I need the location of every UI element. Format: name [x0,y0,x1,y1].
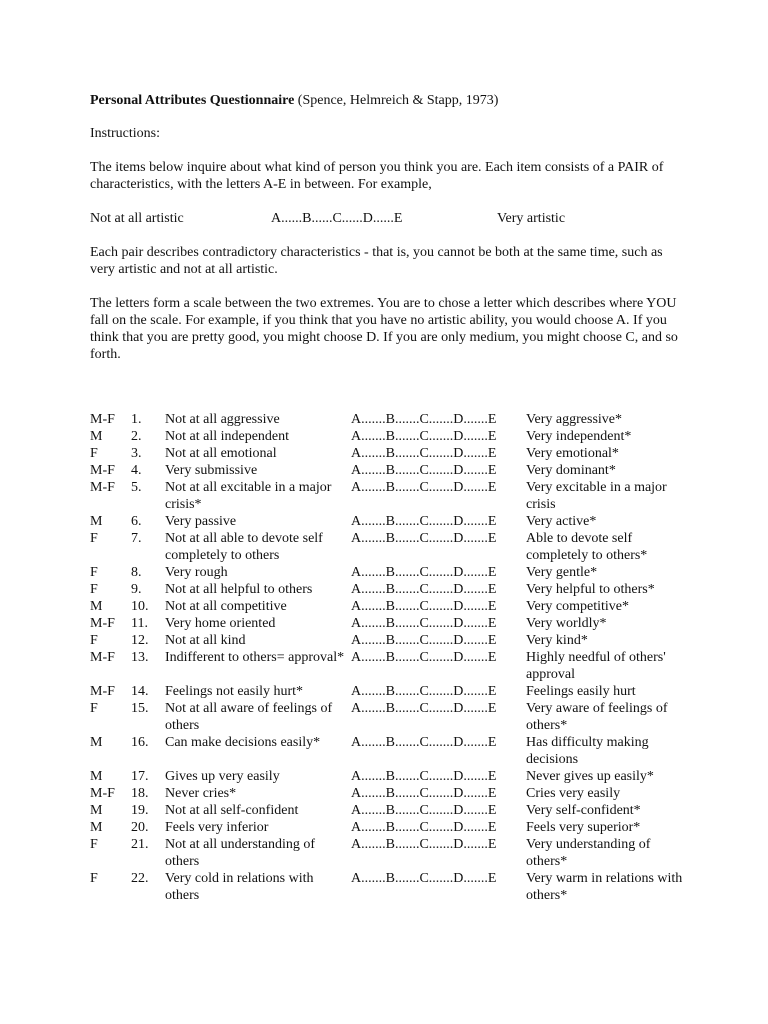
table-row [90,649,690,683]
table-row [90,683,690,700]
item-left-pole: Never cries* [165,786,237,801]
example-left: Not at all artistic [90,211,184,226]
item-sex: M-F [90,650,115,665]
item-number: 5. [131,480,142,495]
document-title [90,92,690,109]
item-left-pole: Feels very inferior [165,820,269,835]
item-right-pole: Very warm in relations with others* [526,871,683,903]
item-right-pole: Very emotional* [526,446,619,461]
example-letters: A......B......C......D......E [271,211,403,226]
item-sex: M [90,820,103,835]
item-sex: M-F [90,616,115,631]
table-row [90,870,690,904]
item-sex: M [90,769,103,784]
item-sex: M-F [90,786,115,801]
item-left-pole: Not at all self-confident [165,803,299,818]
item-number: 12. [131,633,149,648]
item-sex: F [90,837,98,852]
item-right-pole: Very helpful to others* [526,582,655,597]
item-scale[interactable]: A.......B.......C.......D.......E [351,803,497,818]
item-right-pole: Cries very easily [526,786,621,801]
instructions-paragraph-1: The items below inquire about what kind of person you think you are. Each item consists of a PAIR of characteristics, with the letters A-E in between. For example, [90,160,664,192]
instructions-paragraph-3: The letters form a scale between the two extremes. You are to chose a letter which describes where YOU fall on the scale. For example, if you think that you have no artistic ability, you would choose A. If you think that you are pretty good, you might choose D. If you are only medium, you might choose C, and so forth. [90,296,678,362]
item-number: 22. [131,871,149,886]
item-scale[interactable]: A.......B.......C.......D.......E [351,786,497,801]
item-left-pole: Not at all emotional [165,446,277,461]
item-left-pole: Not at all excitable in a major crisis* [165,480,332,512]
item-scale[interactable]: A.......B.......C.......D.......E [351,820,497,835]
item-left-pole: Can make decisions easily* [165,735,321,750]
item-scale[interactable]: A.......B.......C.......D.......E [351,701,497,716]
item-sex: F [90,871,98,886]
item-sex: F [90,531,98,546]
table-row [90,819,690,836]
item-sex: F [90,701,98,716]
example-right: Very artistic [497,211,566,226]
item-sex: F [90,582,98,597]
item-scale[interactable]: A.......B.......C.......D.......E [351,463,497,478]
item-scale[interactable]: A.......B.......C.......D.......E [351,531,497,546]
item-right-pole: Feelings easily hurt [526,684,636,699]
item-right-pole: Very independent* [526,429,632,444]
item-scale[interactable]: A.......B.......C.......D.......E [351,650,497,665]
item-number: 16. [131,735,149,750]
item-left-pole: Not at all independent [165,429,290,444]
table-row [90,836,690,870]
item-left-pole: Very cold in relations with others [165,871,314,903]
table-row [90,479,690,513]
item-left-pole: Not at all competitive [165,599,287,614]
table-row [90,615,690,632]
item-scale[interactable]: A.......B.......C.......D.......E [351,599,497,614]
item-number: 3. [131,446,142,461]
item-left-pole: Very rough [165,565,228,580]
item-right-pole: Very understanding of others* [526,837,651,869]
item-scale[interactable]: A.......B.......C.......D.......E [351,616,497,631]
example-scale [90,210,690,227]
citation: (Spence, Helmreich & Stapp, 1973) [294,93,499,108]
item-number: 6. [131,514,142,529]
item-scale[interactable]: A.......B.......C.......D.......E [351,871,497,886]
item-number: 2. [131,429,142,444]
item-scale[interactable]: A.......B.......C.......D.......E [351,633,497,648]
item-sex: M [90,514,103,529]
item-sex: M [90,735,103,750]
item-right-pole: Very excitable in a major crisis [526,480,667,512]
item-sex: M [90,429,103,444]
table-row [90,411,690,428]
document-page [90,92,690,380]
item-right-pole: Very aware of feelings of others* [526,701,668,733]
item-left-pole: Very passive [165,514,237,529]
table-row [90,564,690,581]
item-scale[interactable]: A.......B.......C.......D.......E [351,514,497,529]
table-row [90,462,690,479]
item-right-pole: Feels very superior* [526,820,641,835]
item-number: 11. [131,616,148,631]
item-number: 21. [131,837,149,852]
item-sex: M-F [90,463,115,478]
item-right-pole: Very dominant* [526,463,616,478]
item-right-pole: Very active* [526,514,597,529]
table-row [90,785,690,802]
table-row [90,734,690,768]
item-left-pole: Very submissive [165,463,258,478]
item-scale[interactable]: A.......B.......C.......D.......E [351,735,497,750]
item-sex: F [90,633,98,648]
item-number: 17. [131,769,149,784]
item-right-pole: Has difficulty making decisions [526,735,649,767]
item-number: 18. [131,786,149,801]
item-number: 1. [131,412,142,427]
table-row [90,581,690,598]
instructions-label: Instructions: [90,126,160,141]
item-sex: F [90,565,98,580]
table-row [90,598,690,615]
item-scale[interactable]: A.......B.......C.......D.......E [351,684,497,699]
item-number: 7. [131,531,142,546]
item-number: 13. [131,650,149,665]
item-right-pole: Highly needful of others' approval [526,650,666,682]
item-left-pole: Not at all understanding of others [165,837,316,869]
item-right-pole: Very worldly* [526,616,607,631]
item-scale[interactable]: A.......B.......C.......D.......E [351,837,497,852]
item-left-pole: Indifferent to others= approval* [165,650,345,665]
item-sex: M-F [90,412,115,427]
item-scale[interactable]: A.......B.......C.......D.......E [351,412,497,427]
item-number: 4. [131,463,142,478]
item-right-pole: Very competitive* [526,599,630,614]
item-scale[interactable]: A.......B.......C.......D.......E [351,480,497,495]
table-row [90,530,690,564]
item-right-pole: Very aggressive* [526,412,623,427]
item-sex: M-F [90,480,115,495]
item-left-pole: Feelings not easily hurt* [165,684,304,699]
item-number: 15. [131,701,149,716]
item-left-pole: Not at all aggressive [165,412,280,427]
table-row [90,700,690,734]
instructions-paragraph-2: Each pair describes contradictory characteristics - that is, you cannot be both at the same time, such as very artistic and not at all artistic. [90,245,663,277]
item-number: 9. [131,582,142,597]
table-row [90,802,690,819]
item-left-pole: Very home oriented [165,616,276,631]
item-left-pole: Gives up very easily [165,769,280,784]
item-number: 14. [131,684,149,699]
item-right-pole: Very kind* [526,633,588,648]
table-row [90,513,690,530]
table-row [90,632,690,649]
item-left-pole: Not at all aware of feelings of others [165,701,333,733]
item-scale[interactable]: A.......B.......C.......D.......E [351,582,497,597]
item-scale[interactable]: A.......B.......C.......D.......E [351,565,497,580]
table-row [90,428,690,445]
table-row [90,768,690,785]
item-sex: M [90,803,103,818]
item-left-pole: Not at all able to devote self completely to others [165,531,323,563]
item-right-pole: Never gives up easily* [526,769,654,784]
item-scale[interactable]: A.......B.......C.......D.......E [351,769,497,784]
item-right-pole: Able to devote self completely to others* [526,531,648,563]
item-left-pole: Not at all helpful to others [165,582,313,597]
item-right-pole: Very self-confident* [526,803,641,818]
item-scale[interactable]: A.......B.......C.......D.......E [351,446,497,461]
item-sex: M [90,599,103,614]
item-sex: M-F [90,684,115,699]
item-number: 20. [131,820,149,835]
item-scale[interactable]: A.......B.......C.......D.......E [351,429,497,444]
item-right-pole: Very gentle* [526,565,598,580]
item-number: 8. [131,565,142,580]
table-row [90,445,690,462]
item-left-pole: Not at all kind [165,633,246,648]
item-number: 10. [131,599,149,614]
questionnaire-items [90,411,690,904]
questionnaire-title: Personal Attributes Questionnaire [90,93,295,108]
item-number: 19. [131,803,149,818]
item-sex: F [90,446,98,461]
